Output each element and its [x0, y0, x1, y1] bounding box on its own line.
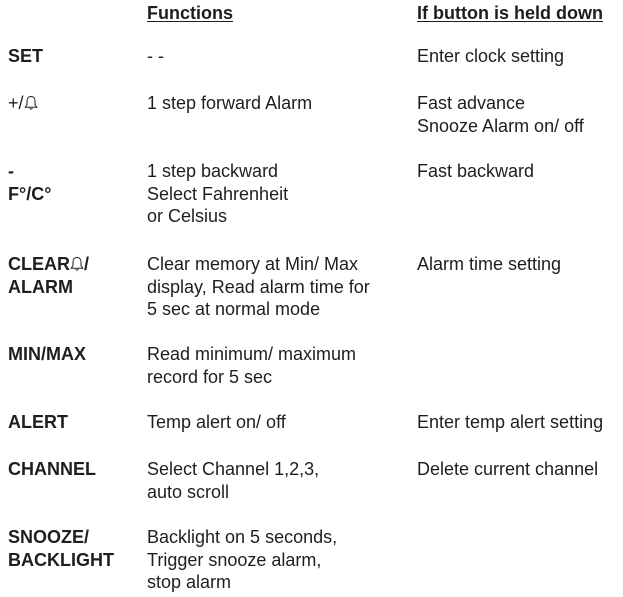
button-name-line: ALARM	[8, 276, 73, 297]
function-text	[147, 458, 319, 503]
function-line: - -	[147, 46, 164, 66]
held-line: Alarm time setting	[417, 254, 562, 274]
function-line: Select Channel 1,2,3,	[147, 459, 320, 479]
button-name-line: SET	[8, 46, 44, 66]
button-name-plus-alarm	[8, 92, 38, 115]
function-text	[147, 411, 286, 434]
function-line: 1 step backward	[147, 161, 279, 181]
function-line: Clear memory at Min/ Max	[147, 254, 359, 274]
function-line: display, Read alarm time for	[147, 276, 370, 297]
function-line: auto scroll	[147, 481, 230, 502]
button-name-line: F°/C°	[8, 183, 52, 204]
function-text	[147, 45, 164, 68]
function-line: Read minimum/ maximum	[147, 344, 357, 364]
held-header: If button is held down	[417, 3, 603, 23]
held-text	[417, 458, 598, 481]
button-name-line: SNOOZE/	[8, 527, 90, 547]
function-line: record for 5 sec	[147, 366, 273, 387]
function-line: Temp alert on/ off	[147, 412, 286, 432]
function-line: 5 sec at normal mode	[147, 299, 321, 319]
button-name-line: -	[8, 161, 14, 181]
held-line: Fast advance	[417, 93, 526, 113]
button-name-clear-alarm	[8, 253, 89, 298]
function-text	[147, 92, 312, 115]
button-name-alert	[8, 411, 68, 434]
function-line: 1 step forward Alarm	[147, 93, 313, 113]
button-name-channel	[8, 458, 96, 481]
button-name-line: MIN/MAX	[8, 344, 86, 364]
held-line: Enter clock setting	[417, 46, 565, 66]
function-line: or Celsius	[147, 206, 228, 226]
button-name-line: ALERT	[8, 412, 68, 432]
function-line: Backlight on 5 seconds,	[147, 527, 338, 547]
button-name-line: +/	[8, 92, 38, 115]
function-text	[147, 160, 288, 228]
held-text	[417, 253, 561, 276]
button-name-line: CLEAR /	[8, 254, 90, 274]
held-text	[417, 160, 534, 183]
function-text	[147, 343, 356, 388]
button-name-min-max	[8, 343, 86, 366]
function-line: stop alarm	[147, 572, 232, 592]
held-text	[417, 92, 584, 137]
functions-header: Functions	[147, 3, 233, 23]
button-name-minus-fc	[8, 160, 51, 205]
button-name-line: BACKLIGHT	[8, 549, 114, 570]
button-name-set	[8, 45, 43, 68]
button-name-snooze-backlight	[8, 526, 114, 571]
function-line: Select Fahrenheit	[147, 183, 289, 204]
function-line: Trigger snooze alarm,	[147, 549, 322, 570]
bell-icon	[70, 256, 84, 272]
held-line: Delete current channel	[417, 459, 599, 479]
function-text	[147, 526, 337, 594]
bell-icon	[24, 95, 38, 111]
held-text	[417, 45, 564, 68]
held-line: Enter temp alert setting	[417, 412, 604, 432]
function-text	[147, 253, 370, 321]
button-name-line: CHANNEL	[8, 459, 96, 479]
held-line: Fast backward	[417, 161, 535, 181]
held-line: Snooze Alarm on/ off	[417, 115, 584, 136]
held-text	[417, 411, 603, 434]
